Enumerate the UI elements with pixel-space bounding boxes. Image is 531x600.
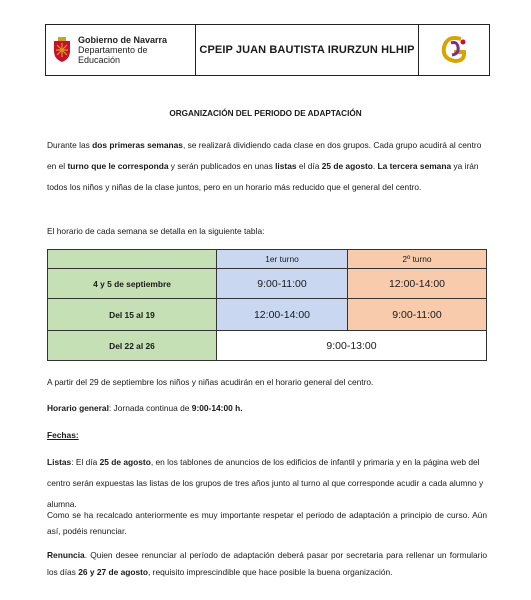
intro-bold-weeks: dos primeras semanas	[92, 140, 183, 150]
renuncia-text-b: , requisito imprescindible que hace posible la buena organización.	[148, 567, 393, 577]
renuncia-paragraph	[47, 547, 487, 581]
intro-text-a: Durante las	[47, 140, 93, 150]
school-name-block	[196, 25, 419, 75]
intro-bold-date: 25 de agosto	[321, 161, 373, 171]
gov-line3: Educación	[78, 55, 121, 65]
table-intro: El horario de cada semana se detalla en la siguiente tabla:	[47, 226, 265, 236]
renuncia-text-a: . Quien desee renunciar al período de adaptación deberá pasar por secretaria para rellenar un formulario los días	[47, 550, 487, 577]
week-cell: Del 15 al 19	[48, 299, 217, 331]
schedule-table	[47, 249, 487, 361]
intro-bold-third-week: La tercera semana	[377, 161, 452, 171]
table-row	[48, 269, 487, 299]
turno1-cell: 9:00-11:00	[217, 269, 348, 299]
gov-line2: Departamento de	[78, 45, 148, 55]
school-logo-block	[419, 25, 489, 75]
gov-line1: Gobierno de Navarra	[78, 35, 168, 45]
table-corner-cell	[48, 250, 217, 269]
table-row	[48, 299, 487, 331]
intro-text-k: ya irán todos los niños y niñas de la clase juntos, pero en un horario más reducido que el general del centro.	[47, 161, 479, 192]
intro-paragraph	[47, 135, 487, 198]
school-logo-icon	[437, 33, 471, 67]
recalcado-paragraph: Como se ha recalcado anteriormente es muy importante respetar el periodo de adaptación a principio de curso. Aún así, podéis renunciar.	[47, 510, 487, 536]
combined-turno-cell: 9:00-13:00	[217, 331, 487, 361]
table-header-row	[48, 250, 487, 269]
intro-text-c: , se realizará dividiendo cada clase en dos grupos. Cada grupo acudirá al centro en el	[47, 140, 482, 171]
fechas-heading	[47, 425, 487, 446]
intro-text-e: y serán publicados en unas	[168, 161, 276, 171]
col-header-turno1: 1er turno	[217, 250, 348, 269]
intro-text-i: .	[372, 161, 378, 171]
listas-label: Listas	[47, 457, 72, 467]
intro-bold-listas: listas	[275, 161, 297, 171]
horario-label: Horario general	[47, 403, 109, 413]
listas-text-b: , en los tablones de anuncios de los edificios de infantil y primaria y en la página web del centro serán expuestas las listas de los grupos de tres años junto al turno al que corresponde acudir a cada alumno y alumna.	[47, 457, 484, 509]
turno2-cell: 9:00-11:00	[348, 299, 487, 331]
week-cell: 4 y 5 de septiembre	[48, 269, 217, 299]
renuncia-dates: 26 y 27 de agosto	[78, 567, 149, 577]
general-schedule-note: A partir del 29 de septiembre los niños y niñas acudirán en el horario general del centro.	[47, 377, 374, 387]
week-cell: Del 22 al 26	[48, 331, 217, 361]
page-title: ORGANIZACIÓN DEL PERIODO DE ADAPTACIÓN	[169, 109, 362, 118]
listas-text-a: : El día	[71, 457, 100, 467]
document-header	[45, 24, 490, 76]
fechas-label: Fechas:	[47, 430, 79, 440]
listas-paragraph	[47, 452, 487, 515]
horario-text: : Jornada continua de	[108, 403, 192, 413]
table-row	[48, 331, 487, 361]
government-logo-block	[46, 25, 196, 75]
horario-hours: 9:00-14:00 h.	[191, 403, 243, 413]
school-name: CPEIP JUAN BAUTISTA IRURZUN HLHIP	[199, 44, 415, 56]
intro-text-g: el día	[296, 161, 322, 171]
intro-bold-turno: turno que le corresponda	[67, 161, 169, 171]
turno1-cell: 12:00-14:00	[217, 299, 348, 331]
col-header-turno2: 2º turno	[348, 250, 487, 269]
navarra-coat-of-arms-icon	[52, 37, 72, 63]
renuncia-label: Renuncia	[47, 550, 85, 560]
listas-date: 25 de agosto	[99, 457, 151, 467]
horario-general-line	[47, 398, 487, 419]
turno2-cell: 12:00-14:00	[348, 269, 487, 299]
